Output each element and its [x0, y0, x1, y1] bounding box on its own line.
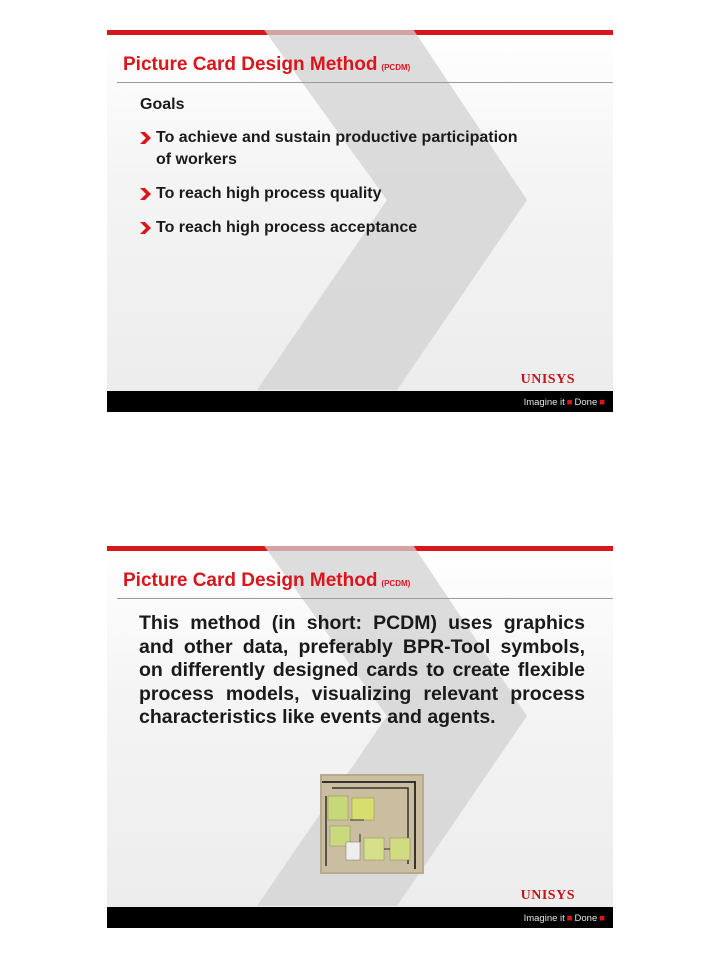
goals-list [139, 127, 519, 251]
slide-title-abbr: (PCDM) [381, 579, 411, 588]
title-divider [117, 598, 613, 599]
footer-tagline [524, 397, 607, 408]
list-item-text: To reach high process quality [156, 185, 382, 202]
slide-title-text: Picture Card Design Method [123, 570, 378, 591]
footer-tagline [524, 913, 607, 924]
unisys-logo: UNISYS [520, 888, 575, 903]
tagline-dot-icon: ■ [599, 913, 605, 924]
slide-title-abbr: (PCDM) [381, 63, 411, 72]
slide-goals [107, 30, 613, 412]
process-card-photo [320, 774, 424, 874]
tagline-imagine: Imagine it [523, 913, 565, 924]
tagline-dot-icon: ■ [599, 397, 605, 408]
list-item-text: To reach high process acceptance [156, 219, 418, 236]
slide-description [107, 546, 613, 928]
tagline-imagine: Imagine it [523, 397, 565, 408]
slide-title [123, 570, 410, 592]
tagline-dot-icon: ■ [566, 913, 573, 924]
unisys-logo: UNISYS [520, 372, 575, 387]
method-description: This method (in short: PCDM) uses graphics and other data, preferably BPR-Tool symbols, on differently designed cards to create flexible process models, visualizing relevant process characteristics like events and agents. [139, 612, 585, 728]
tagline-dot-icon: ■ [566, 397, 573, 408]
list-item-text: To achieve and sustain productive participation of workers [156, 129, 518, 168]
slide-title-text: Picture Card Design Method [123, 54, 378, 75]
list-item [139, 127, 519, 171]
list-item [139, 217, 519, 239]
chevron-right-icon [139, 221, 152, 235]
title-divider [117, 82, 613, 83]
chevron-right-icon [139, 131, 152, 145]
tagline-done: Done [574, 913, 598, 924]
chevron-right-icon [139, 187, 152, 201]
list-item [139, 183, 519, 205]
slide-title [123, 54, 410, 76]
tagline-done: Done [574, 397, 598, 408]
goals-heading: Goals [140, 96, 185, 113]
